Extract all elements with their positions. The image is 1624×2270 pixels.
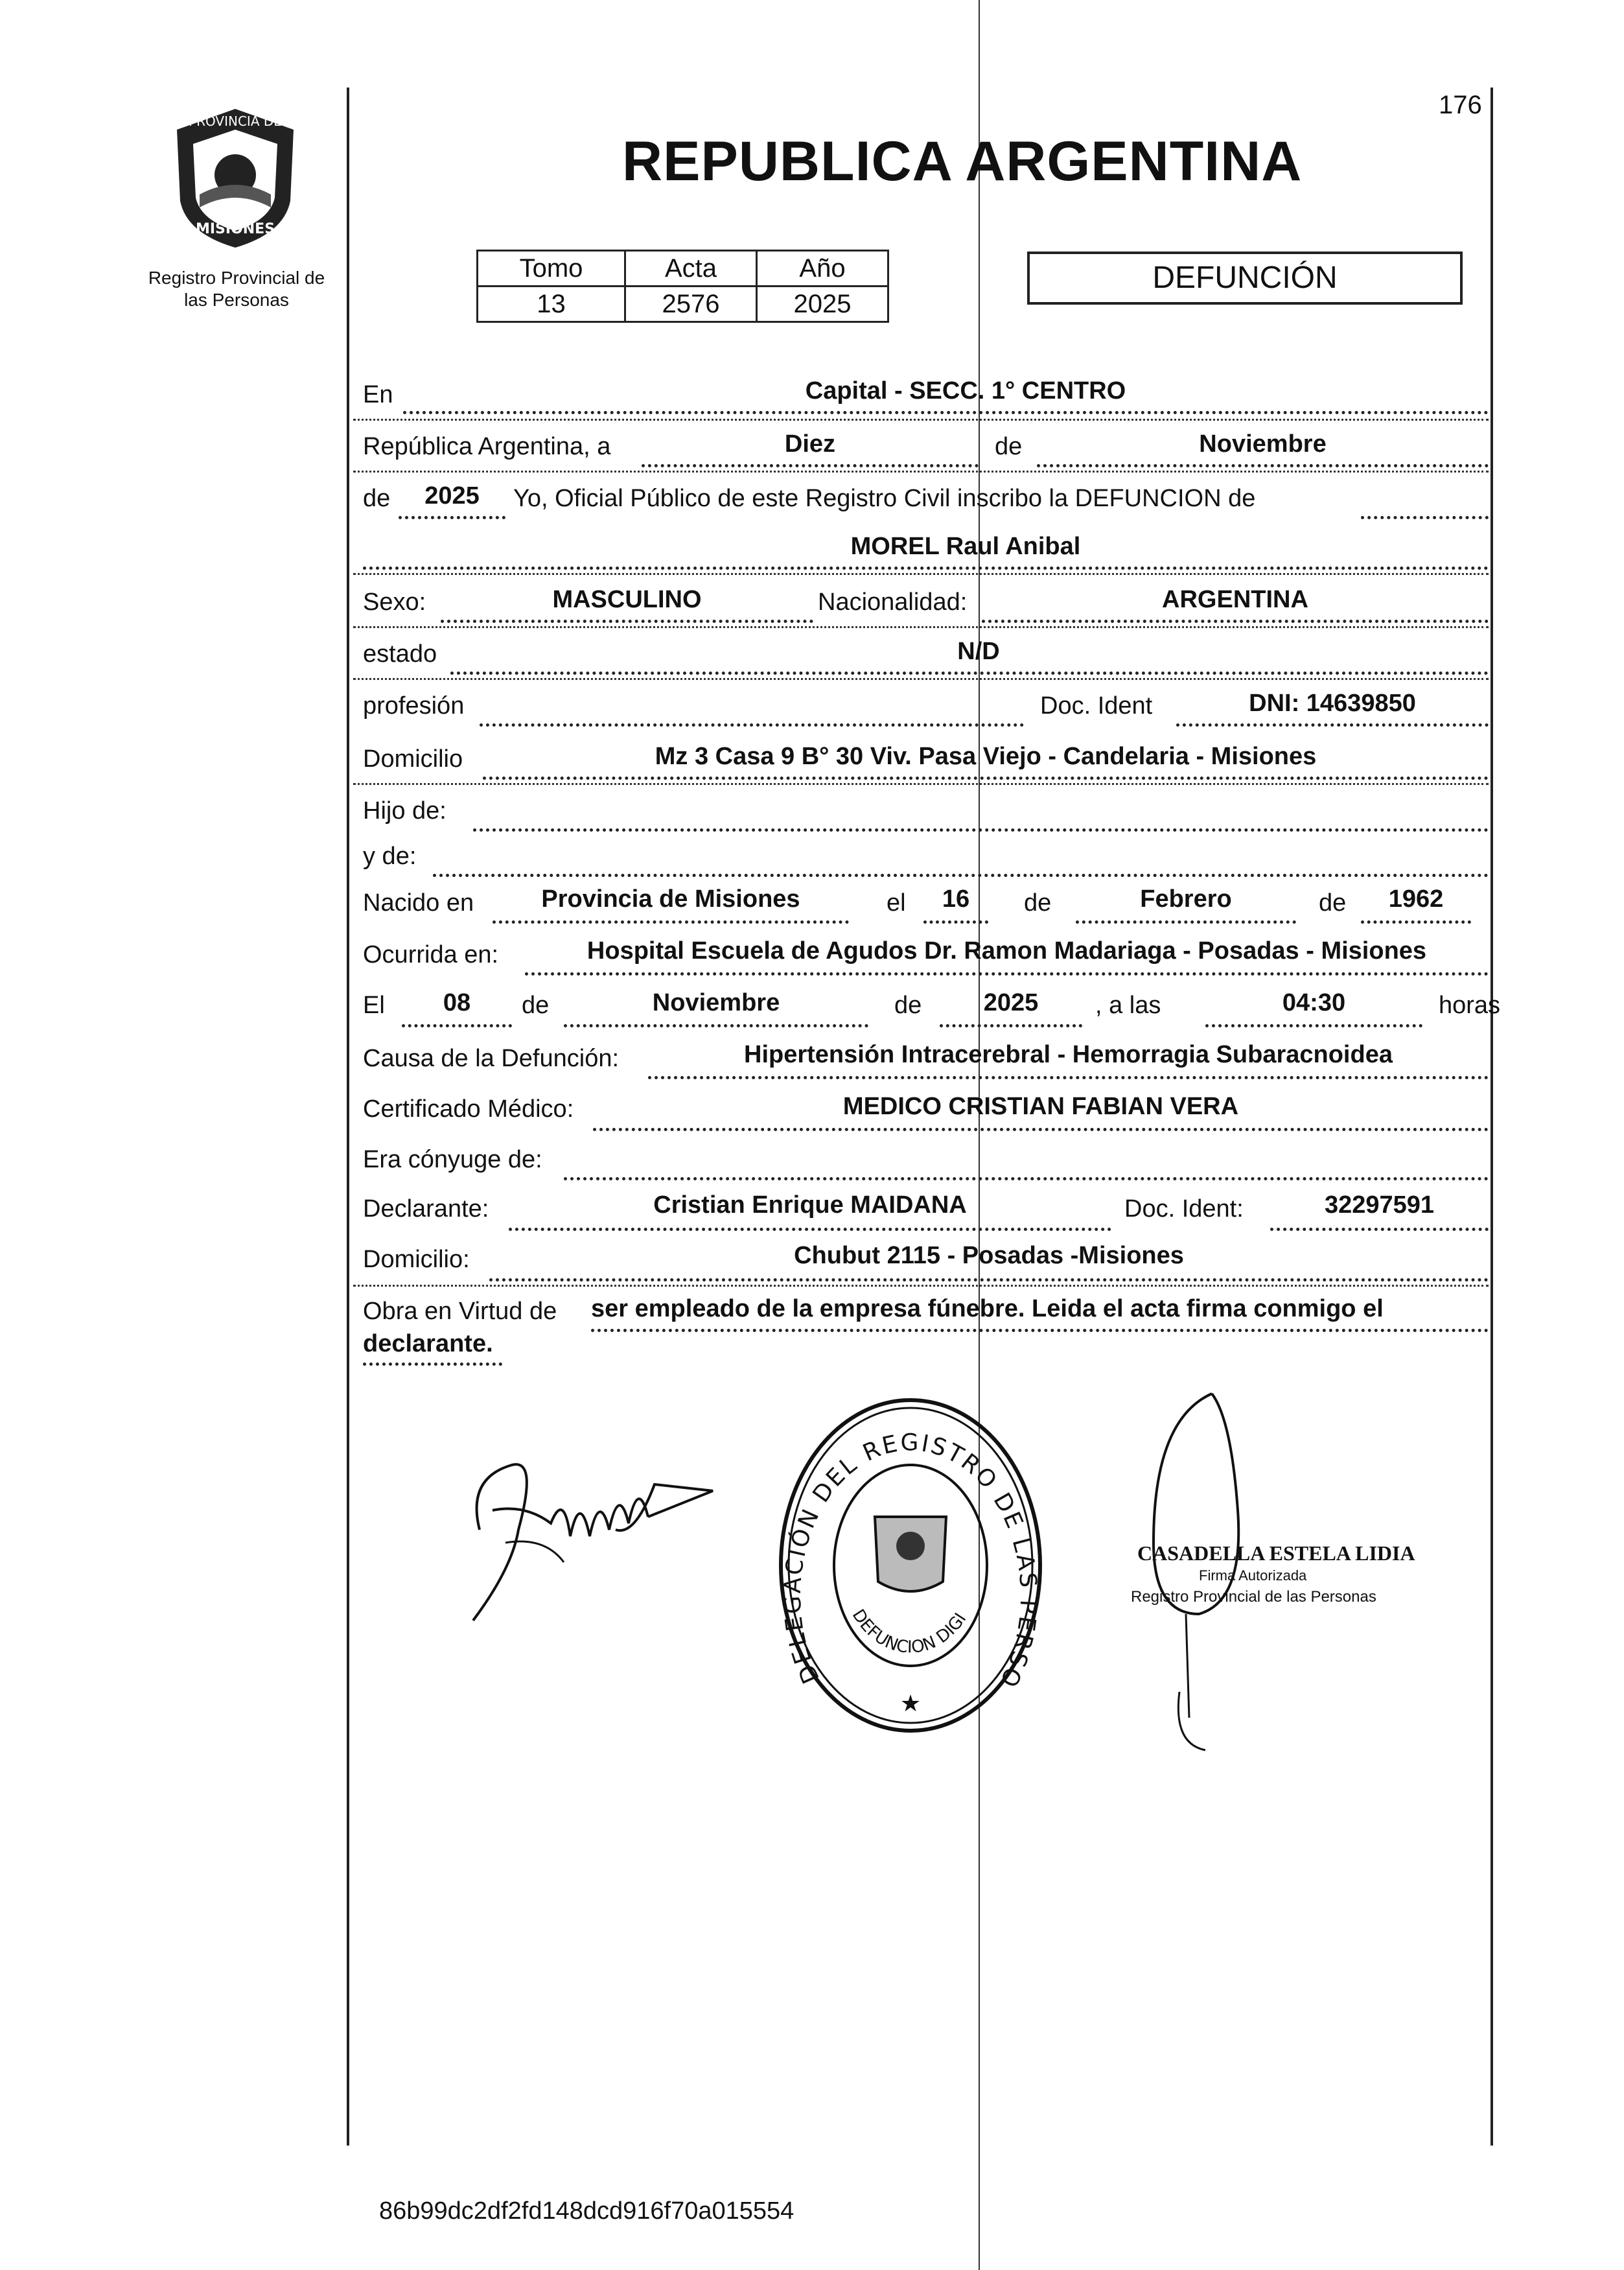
page-number: 176 bbox=[1439, 91, 1482, 119]
certificado-dots bbox=[593, 1128, 1489, 1131]
row-line bbox=[353, 626, 1489, 628]
certificado-value: MEDICO CRISTIAN FABIAN VERA bbox=[842, 1093, 1239, 1120]
domicilio-label: Domicilio bbox=[363, 745, 463, 773]
svg-text:PROVINCIA DE: PROVINCIA DE bbox=[189, 113, 282, 129]
conyuge-label: Era cónyuge de: bbox=[363, 1146, 542, 1173]
anio-value: 2025 bbox=[757, 287, 888, 322]
doc-value: DNI: 14639850 bbox=[1249, 690, 1416, 717]
horas-label: horas bbox=[1439, 992, 1501, 1019]
record-type: DEFUNCIÓN bbox=[1152, 261, 1338, 295]
dia-value: Diez bbox=[784, 430, 836, 458]
estado-label: estado bbox=[363, 640, 437, 668]
svg-text:MISIONES: MISIONES bbox=[195, 221, 275, 237]
nombre-dots bbox=[363, 567, 1489, 570]
def-mes-dots bbox=[564, 1024, 868, 1027]
ocurrida-value: Hospital Escuela de Agudos Dr. Ramon Madariaga - Posadas - Misiones bbox=[586, 937, 1427, 965]
hijo-label: Hijo de: bbox=[363, 797, 447, 825]
inscribo-dots bbox=[1361, 516, 1489, 519]
def-dia: 08 bbox=[443, 989, 471, 1016]
obra-dots-2 bbox=[363, 1363, 502, 1366]
acta-value: 2576 bbox=[625, 287, 757, 322]
nac-dia-dots bbox=[923, 920, 988, 924]
registry-name: Registro Provincial de las Personas bbox=[148, 268, 325, 310]
def-anio-dots bbox=[940, 1024, 1082, 1027]
anio-value: 2025 bbox=[424, 482, 480, 509]
obra-value-2: declarante. bbox=[363, 1330, 493, 1357]
def-mes: Noviembre bbox=[652, 989, 780, 1016]
dia-dots bbox=[642, 464, 979, 467]
doc-label: Doc. Ident bbox=[1040, 692, 1153, 720]
profesion-dots bbox=[480, 723, 1024, 727]
domicilio-dots bbox=[483, 777, 1489, 780]
alas-label: , a las bbox=[1095, 992, 1161, 1019]
domicilio2-value: Chubut 2115 - Posadas -Misiones bbox=[794, 1242, 1184, 1269]
nombre-value: MOREL Raul Anibal bbox=[850, 533, 1081, 560]
tomo-header: Tomo bbox=[478, 251, 625, 287]
sexo-label: Sexo: bbox=[363, 589, 426, 616]
left-frame-line bbox=[347, 88, 349, 2146]
hijo-dots bbox=[473, 828, 1489, 832]
conyuge-dots bbox=[564, 1177, 1489, 1180]
nacionalidad-label: Nacionalidad: bbox=[818, 589, 968, 616]
doc-dots bbox=[1176, 723, 1489, 727]
def-anio: 2025 bbox=[983, 989, 1039, 1016]
officer-org: Registro Provincial de las Personas bbox=[1131, 1588, 1376, 1606]
row-line bbox=[353, 573, 1489, 575]
document-hash: 86b99dc2df2fd148dcd916f70a015554 bbox=[379, 2197, 795, 2225]
row-line bbox=[353, 678, 1489, 680]
page-title: REPUBLICA ARGENTINA bbox=[622, 130, 1303, 193]
domicilio2-dots bbox=[489, 1278, 1489, 1281]
nac-mes-dots bbox=[1076, 920, 1296, 924]
domicilio-value: Mz 3 Casa 9 B° 30 Viv. Pasa Viejo - Candelaria - Misiones bbox=[655, 743, 1317, 770]
row-line bbox=[353, 419, 1489, 421]
row-line bbox=[353, 1285, 1489, 1287]
nacionalidad-value: ARGENTINA bbox=[1162, 586, 1308, 613]
republica-label: República Argentina, a bbox=[363, 433, 611, 460]
officer-name: CASADELLA ESTELA LIDIA bbox=[1137, 1541, 1415, 1565]
anio-header: Año bbox=[757, 251, 888, 287]
anio-dots bbox=[399, 516, 505, 519]
declarante-dots bbox=[509, 1228, 1111, 1231]
de-label-3: de bbox=[1024, 889, 1052, 917]
profesion-label: profesión bbox=[363, 692, 465, 720]
en-value: Capital - SECC. 1° CENTRO bbox=[805, 377, 1126, 404]
row-line bbox=[353, 471, 1489, 473]
de-label-5: de bbox=[522, 992, 550, 1019]
nac-anio: 1962 bbox=[1388, 885, 1444, 913]
en-label: En bbox=[363, 381, 393, 408]
doc2-dots bbox=[1270, 1228, 1489, 1231]
el-label-2: El bbox=[363, 992, 385, 1019]
de-label: de bbox=[995, 433, 1023, 460]
mes-value: Noviembre bbox=[1199, 430, 1327, 458]
el-label: el bbox=[887, 889, 906, 917]
de-label-2: de bbox=[363, 485, 391, 512]
record-table bbox=[476, 250, 889, 323]
causa-dots bbox=[648, 1076, 1489, 1079]
nacido-value: Provincia de Misiones bbox=[541, 885, 800, 913]
obra-value-1: ser empleado de la empresa fúnebre. Leida el acta firma conmigo el bbox=[591, 1295, 1384, 1322]
province-seal-logo bbox=[167, 104, 303, 253]
causa-value: Hipertensión Intracerebral - Hemorragia Subaracnoidea bbox=[744, 1041, 1393, 1068]
yde-dots bbox=[433, 874, 1489, 877]
sexo-dots bbox=[441, 620, 813, 623]
obra-dots-1 bbox=[591, 1329, 1489, 1332]
acta-header: Acta bbox=[625, 251, 757, 287]
scan-line bbox=[979, 0, 980, 2270]
nacionalidad-dots bbox=[982, 620, 1489, 623]
de-label-6: de bbox=[894, 992, 922, 1019]
right-frame-line bbox=[1491, 88, 1493, 2146]
record-type-box bbox=[1027, 252, 1463, 305]
estado-dots bbox=[450, 672, 1489, 675]
declarante-label: Declarante: bbox=[363, 1195, 489, 1223]
causa-label: Causa de la Defunción: bbox=[363, 1045, 620, 1072]
officer-role: Firma Autorizada bbox=[1199, 1567, 1307, 1584]
declarante-value: Cristian Enrique MAIDANA bbox=[653, 1191, 967, 1219]
sexo-value: MASCULINO bbox=[552, 586, 702, 613]
nac-anio-dots bbox=[1361, 920, 1471, 924]
official-stamp bbox=[774, 1394, 1047, 1737]
nacido-dots bbox=[493, 920, 849, 924]
doc2-label: Doc. Ident: bbox=[1124, 1195, 1244, 1223]
nacido-label: Nacido en bbox=[363, 889, 474, 917]
obra-label: Obra en Virtud de bbox=[363, 1298, 557, 1325]
en-dots bbox=[403, 411, 1489, 414]
tomo-value: 13 bbox=[478, 287, 625, 322]
doc2-value: 32297591 bbox=[1324, 1191, 1435, 1219]
declarant-signature bbox=[441, 1413, 726, 1633]
row-line bbox=[353, 783, 1489, 785]
domicilio2-label: Domicilio: bbox=[363, 1246, 470, 1273]
def-hora: 04:30 bbox=[1282, 989, 1346, 1016]
certificado-label: Certificado Médico: bbox=[363, 1095, 574, 1123]
def-dia-dots bbox=[402, 1024, 512, 1027]
yde-label: y de: bbox=[363, 843, 417, 870]
mes-dots bbox=[1037, 464, 1489, 467]
ocurrida-label: Ocurrida en: bbox=[363, 941, 499, 968]
svg-text:★: ★ bbox=[899, 1690, 922, 1716]
inscribo-text: Yo, Oficial Público de este Registro Civil inscribo la DEFUNCION de bbox=[513, 485, 1256, 512]
de-label-4: de bbox=[1319, 889, 1347, 917]
svg-text:DEFUNCION DIGITAL: DEFUNCION DIGI bbox=[848, 1606, 971, 1657]
ocurrida-dots bbox=[525, 972, 1489, 976]
nac-mes: Febrero bbox=[1140, 885, 1232, 913]
svg-text:DELEGACIÓN DEL REGISTRO DE LAS: DELEGACIÓN DEL REGISTRO DE LAS PERSO bbox=[779, 1429, 1042, 1693]
def-hora-dots bbox=[1205, 1024, 1422, 1027]
estado-value: N/D bbox=[957, 638, 1000, 665]
nac-dia: 16 bbox=[942, 885, 970, 913]
